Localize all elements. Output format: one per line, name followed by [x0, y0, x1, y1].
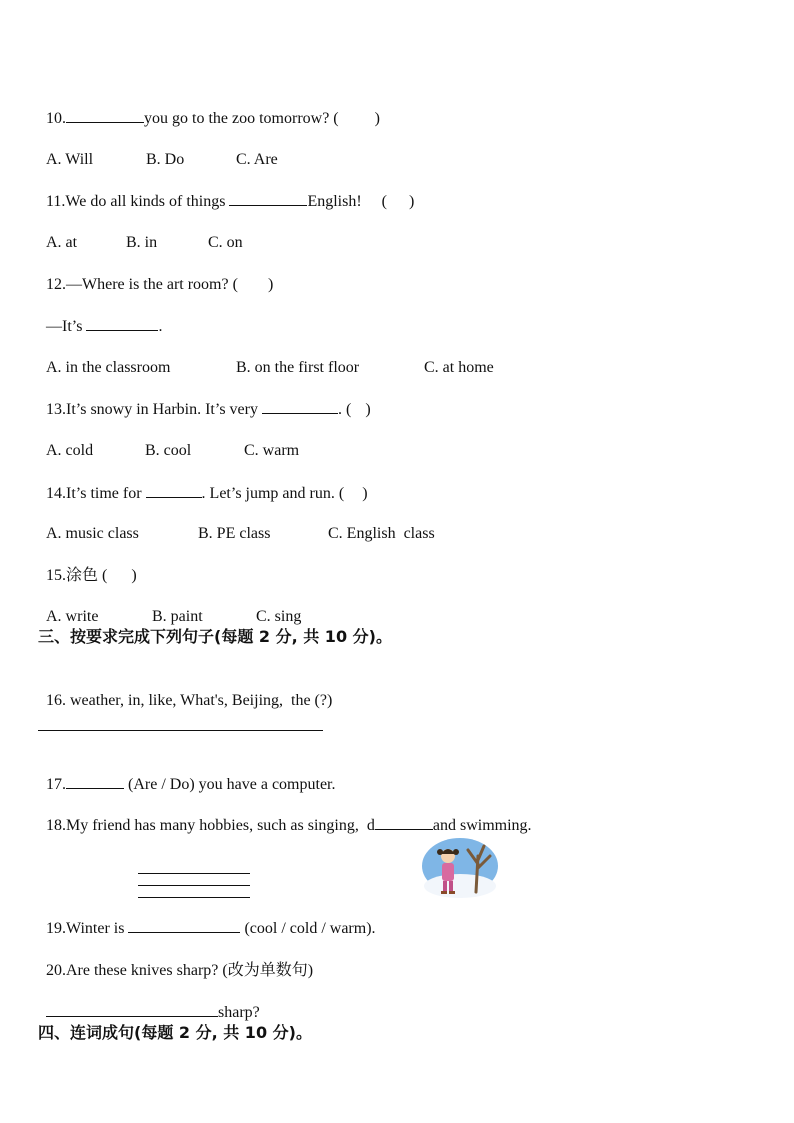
question-text-after: (cool / cold / warm).: [240, 920, 376, 937]
question-number: 13.: [46, 401, 66, 418]
answer-blank[interactable]: [229, 191, 307, 206]
question-text: It’s time for: [66, 485, 146, 502]
paren-close: ): [374, 110, 380, 127]
answer-blank[interactable]: [146, 483, 202, 498]
question-number: 15.: [46, 567, 66, 584]
question-text-after: English!: [307, 193, 362, 210]
answer-blank[interactable]: [46, 1002, 218, 1017]
question-text: weather, in, like, What's, Beijing, the (?): [66, 692, 333, 709]
question-text-after: and swimming.: [432, 817, 532, 834]
question-10: [38, 88, 380, 129]
paren-close: ): [365, 401, 371, 418]
question-11: [38, 171, 414, 212]
option-a[interactable]: A. cold: [46, 442, 94, 459]
question-15: [38, 546, 137, 586]
question-13: [38, 379, 371, 420]
option-c[interactable]: C. sing: [256, 608, 302, 625]
question-text: (Are / Do) you have a computer.: [124, 776, 336, 793]
winter-girl-illustration: [420, 836, 500, 902]
answer-blank[interactable]: [375, 815, 433, 830]
question-number: 10.: [46, 110, 66, 127]
question-number: 16.: [46, 692, 66, 709]
question-text: It’s snowy in Harbin. It’s very: [66, 401, 262, 418]
question-number: 14.: [46, 485, 66, 502]
question-text: Winter is: [66, 920, 129, 937]
question-text-after: sharp?: [218, 1004, 260, 1021]
option-a[interactable]: A. in the classroom: [46, 359, 171, 376]
option-a[interactable]: A. write: [46, 608, 99, 625]
question-text: 涂色 (: [66, 567, 108, 584]
question-text: We do all kinds of things: [65, 193, 230, 210]
question-number: 19.: [46, 920, 66, 937]
paren-close: ): [362, 485, 368, 502]
question-number: 17.: [46, 776, 66, 793]
paren-close: ): [131, 567, 137, 584]
options-15: [38, 587, 301, 627]
option-c[interactable]: C. Are: [236, 151, 278, 168]
option-b[interactable]: B. Do: [146, 151, 185, 168]
option-c[interactable]: C. English class: [328, 525, 435, 542]
question-12: [38, 255, 273, 295]
question-number: 20.: [46, 962, 66, 979]
question-19: [38, 898, 376, 939]
question-14: [38, 463, 368, 504]
options-12: [38, 338, 494, 378]
answer-line-16[interactable]: [38, 730, 323, 731]
question-number: 18.: [46, 817, 66, 834]
question-text-after: . Let’s jump and run. (: [201, 485, 345, 502]
period: .: [158, 318, 163, 335]
option-a[interactable]: A. Will: [46, 151, 94, 168]
question-text: —It’s: [46, 318, 87, 335]
answer-blank[interactable]: [86, 316, 158, 331]
question-12-reply: [38, 296, 162, 337]
question-text: —Where is the art room? (: [66, 276, 238, 293]
answer-blank[interactable]: [66, 774, 124, 789]
question-text-after: . (: [337, 401, 352, 418]
section-4-heading: 四、连词成句(每题 2 分, 共 10 分)。: [38, 1023, 312, 1042]
paren-open: (: [381, 193, 387, 210]
option-c[interactable]: C. at home: [424, 359, 494, 376]
options-11: [38, 213, 243, 253]
option-c[interactable]: C. warm: [244, 442, 300, 459]
options-13: [38, 421, 299, 461]
option-b[interactable]: B. paint: [152, 608, 203, 625]
question-18: [38, 795, 532, 836]
option-b[interactable]: B. PE class: [198, 525, 271, 542]
question-20-answer: [38, 982, 260, 1023]
answer-blank[interactable]: [128, 918, 240, 933]
question-number: 11.: [46, 193, 66, 210]
question-20: [38, 941, 313, 981]
option-c[interactable]: C. on: [208, 234, 243, 251]
section-3-heading: 三、按要求完成下列句子(每题 2 分, 共 10 分)。: [38, 627, 392, 646]
option-b[interactable]: B. in: [126, 234, 158, 251]
options-14: [38, 504, 435, 544]
answer-blank[interactable]: [66, 108, 144, 123]
paren-close: ): [408, 193, 415, 210]
question-number: 12.: [46, 276, 66, 293]
option-b[interactable]: B. cool: [145, 442, 192, 459]
option-b[interactable]: B. on the first floor: [236, 359, 360, 376]
options-10: [38, 130, 278, 170]
question-17: [38, 754, 335, 795]
question-16: [38, 671, 332, 711]
option-a[interactable]: A. music class: [46, 525, 139, 542]
writing-line[interactable]: [138, 885, 250, 886]
question-text: My friend has many hobbies, such as singing, d: [66, 817, 375, 834]
question-text: Are these knives sharp? (改为单数句): [66, 962, 314, 979]
option-a[interactable]: A. at: [46, 234, 78, 251]
writing-line[interactable]: [138, 873, 250, 874]
question-text: you go to the zoo tomorrow? (: [144, 110, 339, 127]
answer-blank[interactable]: [262, 399, 338, 414]
paren-close: ): [267, 276, 274, 293]
